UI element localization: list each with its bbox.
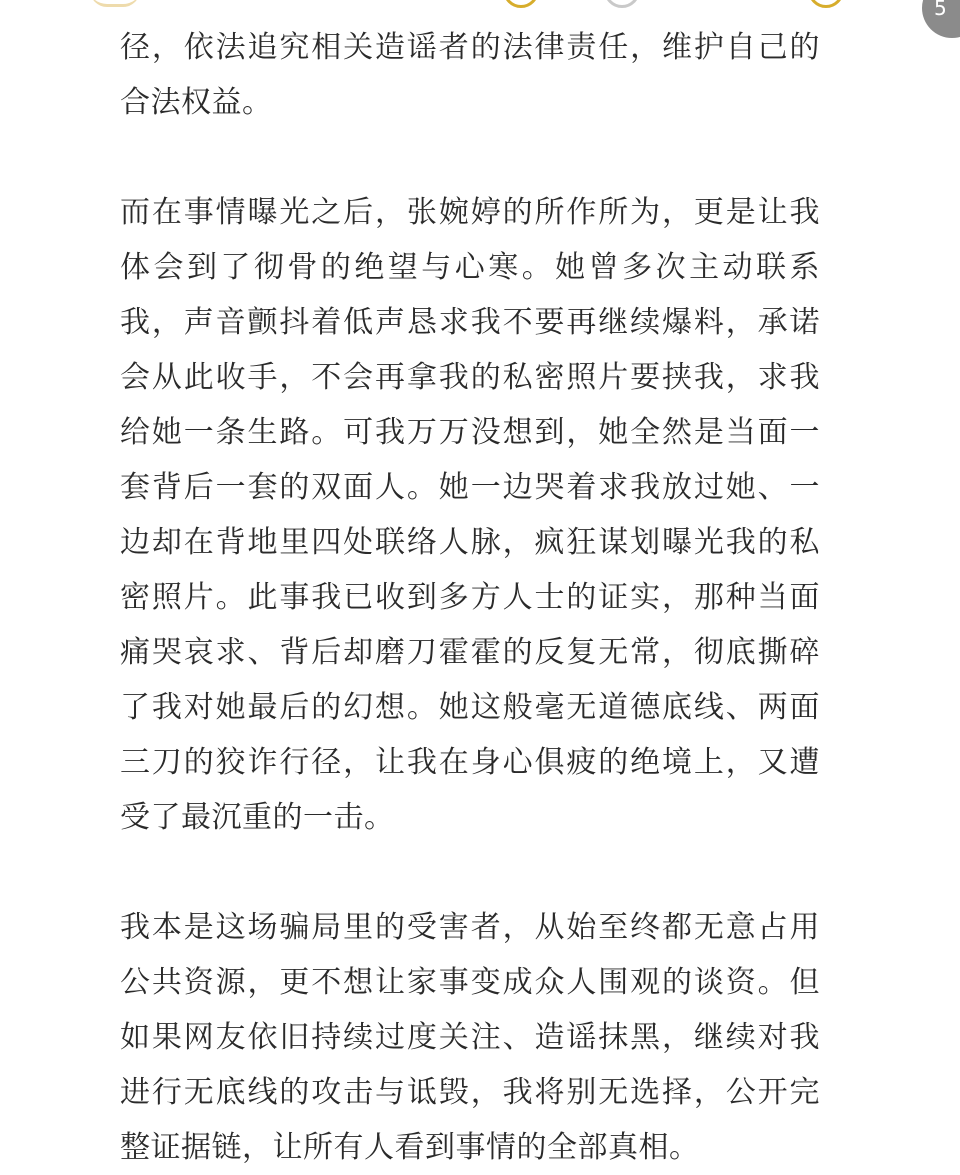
top-toolbar-remnant [0,0,960,14]
paragraph-legal-rights: 径，依法追究相关造谣者的法律责任，维护自己的合法权益。 [120,30,820,120]
page-count-badge: 5 [922,0,960,38]
article-body [120,20,820,1175]
paragraph-after-exposure: 而在事情曝光之后，张婉婷的所作所为，更是让我体会到了彻骨的绝望与心寒。她曾多次主动联系我，声音颤抖着低声恳求我不要再继续爆料，承诺会从此收手，不会再拿我的私密照片要挟我，求我给她一条生路。可我万万没想到，她全然是当面一套背后一套的双面人。她一边哭着求我放过她、一边却在背地里四处联络人脉，疯狂谋划曝光我的私密照片。此事我已收到多方人士的证实，那种当面痛哭哀求、背后却磨刀霍霍的反复无常，彻底撕碎了我对她最后的幻想。她这般毫无道德底线、两面三刀的狡诈行径，让我在身心俱疲的绝境上，又遭受了最沉重的一击。 [120,195,820,835]
comment-icon[interactable] [604,0,640,8]
paragraph-gap [120,845,820,900]
like-icon[interactable] [503,0,539,8]
paragraph-gap [120,130,820,185]
share-icon[interactable] [808,0,844,8]
back-arrow-icon[interactable] [90,0,140,7]
paragraph-victim-statement: 我本是这场骗局里的受害者，从始至终都无意占用公共资源，更不想让家事变成众人围观的谈资。但如果网友依旧持续过度关注、造谣抹黑，继续对我进行无底线的攻击与诋毁，我将别无选择，公开完整证据链，让所有人看到事情的全部真相。 [120,910,820,1165]
